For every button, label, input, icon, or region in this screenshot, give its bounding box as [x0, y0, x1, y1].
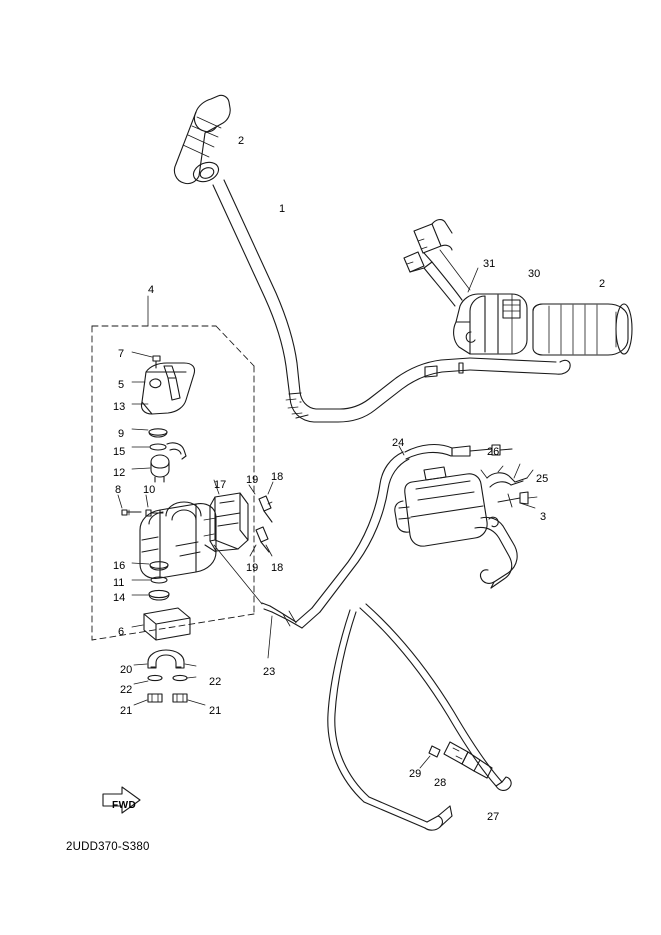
part-9-15-12-hardware [132, 429, 186, 482]
part-6-bracket [132, 608, 190, 640]
callout-number: 18 [271, 471, 284, 483]
throttle-cable-part-24 [262, 445, 512, 831]
callout-number: 31 [483, 258, 496, 270]
callout-number: 20 [120, 664, 133, 676]
callout-number: 15 [113, 446, 126, 458]
handlebar-part-1 [213, 180, 570, 422]
callout-number: 13 [113, 401, 126, 413]
right-switch-housing-part-30-31 [404, 220, 527, 354]
callout-number: 3 [540, 511, 547, 523]
brake-master-cylinder [395, 464, 537, 588]
callout-number: 17 [214, 479, 227, 491]
callout-number: 16 [113, 560, 126, 572]
callout-number: 21 [120, 705, 133, 717]
callout-number: 21 [209, 705, 222, 717]
callout-number: 30 [528, 268, 541, 280]
callout-number: 22 [209, 676, 222, 688]
part-20-22-21-clamp [134, 650, 205, 705]
callout-number: 8 [115, 484, 122, 496]
callout-number: 1 [279, 203, 286, 215]
part-19-18-screws-lower [250, 527, 272, 556]
fwd-arrow-label: FWD [112, 800, 137, 811]
part-8-10-bolts [118, 495, 163, 516]
callout-number: 7 [118, 348, 125, 360]
part-7-screw [132, 352, 160, 368]
callout-number: 6 [118, 626, 125, 638]
callout-number: 25 [536, 473, 549, 485]
callout-number: 9 [118, 428, 125, 440]
callout-number: 28 [434, 777, 447, 789]
callout-number: 19 [246, 474, 259, 486]
right-grip-part-2 [533, 304, 632, 355]
callout-number: 4 [148, 284, 155, 296]
callout-number: 19 [246, 562, 259, 574]
part-5-13-throttle-cover [132, 363, 195, 414]
drawing-part-number: 2UDD370-S380 [66, 841, 150, 853]
callout-number: 18 [271, 562, 284, 574]
callout-number: 27 [487, 811, 500, 823]
callout-number: 11 [113, 577, 125, 589]
callout-number: 26 [487, 446, 500, 458]
callout-number: 14 [113, 592, 126, 604]
callout-number: 24 [392, 437, 405, 449]
callout-number: 2 [599, 278, 606, 290]
part-16-11-14-hardware [132, 562, 169, 600]
callout-number: 10 [143, 484, 156, 496]
part-19-18-screws-upper [249, 482, 273, 522]
callout-number: 23 [263, 666, 276, 678]
callout-number: 2 [238, 135, 245, 147]
callout-number: 5 [118, 379, 125, 391]
callout-number: 12 [113, 467, 126, 479]
callout-number: 29 [409, 768, 422, 780]
callout-number: 22 [120, 684, 133, 696]
left-grip-part-2 [174, 95, 230, 185]
